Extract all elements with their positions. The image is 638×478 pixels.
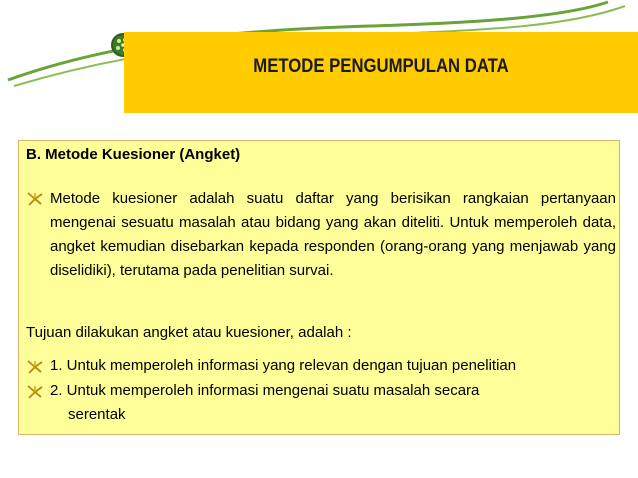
slide-title: METODE PENGUMPULAN DATA	[253, 56, 509, 77]
bullet-star-icon	[27, 385, 43, 399]
bullet-star-icon	[27, 360, 43, 374]
list-item-continuation: serentak	[68, 406, 126, 423]
section-heading: B. Metode Kuesioner (Angket)	[26, 146, 241, 163]
purpose-intro: Tujuan dilakukan angket atau kuesioner, adalah :	[26, 324, 352, 341]
bullet-star-icon	[27, 192, 43, 206]
body-paragraph: Metode kuesioner adalah suatu daftar yang berisikan rangkaian pertanyaan mengenai sesuatu masalah atau bidang yang akan diteliti. Untuk memperoleh data, angket kemudian disebarkan kepada responden (orang-orang yang menjawab yang diselidiki), terutama pada penelitian survai.	[50, 190, 616, 279]
list-item: 2. Untuk memperoleh informasi mengenai suatu masalah secara	[50, 382, 480, 399]
list-item: 1. Untuk memperoleh informasi yang relevan dengan tujuan penelitian	[50, 357, 517, 374]
